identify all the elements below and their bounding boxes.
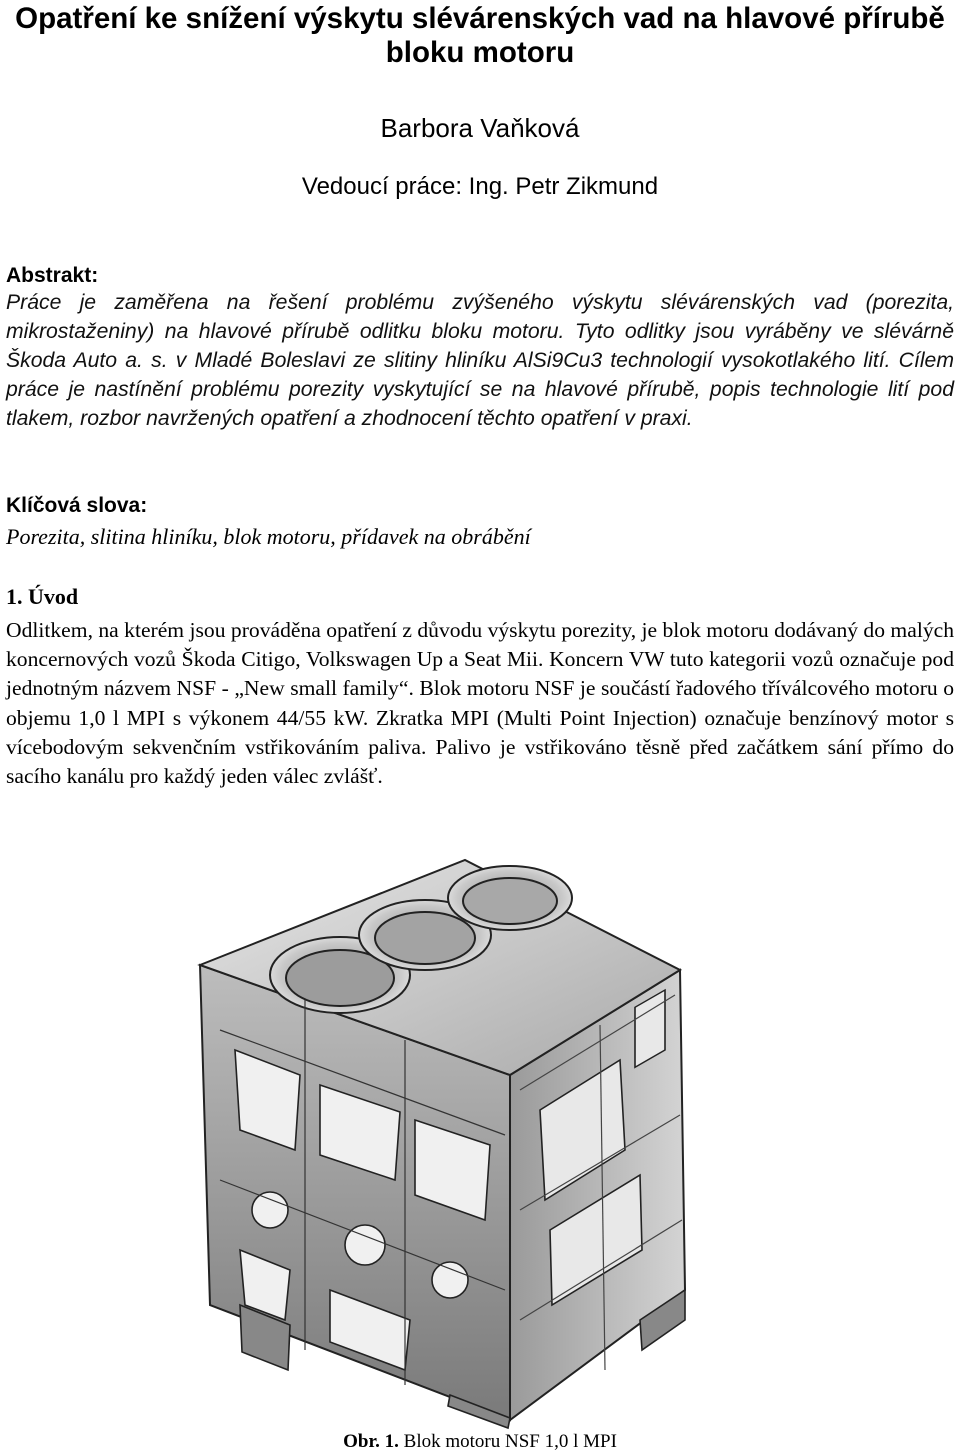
abstract-text: Práce je zaměřena na řešení problému zvýšeného výskytu slévárenských vad (porezita, mikrostaženiny) na hlavové přírubě odlitku bloku motoru. Tyto odlitky jsou vyráběny ve slévárně Škoda Auto a. s. v Mladé Boleslavi ze slitiny hliníku AlSi9Cu3 technologií vysokotlakého lití. Cílem práce je nastínění problému porezity vyskytující se na hlavové přírubě, popis technologie lití pod tlakem, rozbor navržených opatření a zhodnocení těchto opatření v praxi.	[6, 291, 954, 430]
figure-caption	[0, 1430, 960, 1454]
engine-block-figure	[180, 850, 780, 1430]
supervisor-line: Vedoucí práce: Ing. Petr Zikmund	[301, 173, 659, 200]
keywords-heading: Klíčová slova:	[6, 494, 148, 517]
figure-label: Obr. 1.	[343, 1431, 399, 1452]
keywords-text: Porezita, slitina hliníku, blok motoru, přídavek na obrábění	[6, 524, 531, 549]
author-name: Barbora Vaňková	[380, 113, 580, 143]
section-intro-text: Odlitkem, na kterém jsou prováděna opatření z důvodu výskytu porezity, je blok motoru dodávaný do malých koncernových vozů Škoda Citigo, Volkswagen Up a Seat Mii. Koncern VW tuto kategorii vozů označuje pod jednotným názvem NSF - „New small family“. Blok motoru NSF je součástí řadového tříválcového motoru o objemu 1,0 l MPI s výkonem 44/55 kW. Zkratka MPI (Multi Point Injection) označuje benzínový motor s vícebodovým sekvenčním vstřikováním paliva. Palivo je vstřikováno těsně před začátkem sání přímo do sacího kanálu pro každý jeden válec zvlášť.	[6, 618, 954, 789]
figure-caption-text: Blok motoru NSF 1,0 l MPI	[403, 1431, 617, 1452]
section-heading-intro: 1. Úvod	[6, 584, 79, 609]
abstract-heading: Abstrakt:	[6, 264, 99, 287]
paper-title-line-1: Opatření ke snížení výskytu slévárenských vad na hlavové přírubě	[15, 2, 945, 35]
paper-title-line-2: bloku motoru	[385, 36, 575, 69]
paper-title	[0, 2, 960, 70]
